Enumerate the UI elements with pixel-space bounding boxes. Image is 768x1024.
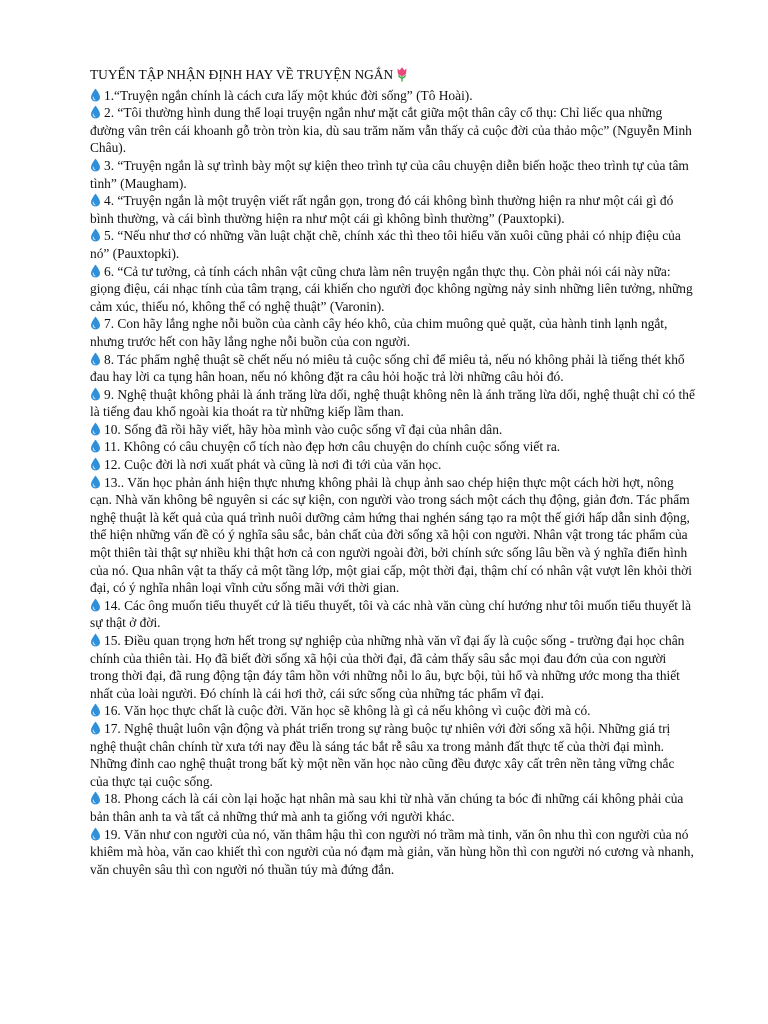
water-drop-icon (90, 475, 101, 489)
water-drop-icon (90, 791, 101, 805)
water-drop-icon (90, 721, 101, 735)
water-drop-icon (90, 387, 101, 401)
quote-text: 1.“Truyện ngắn chính là cách cưa lấy một khúc đời sống” (Tô Hoài). (104, 87, 473, 103)
water-drop-icon (90, 827, 101, 841)
document-title-line (90, 66, 696, 87)
document-body (90, 66, 696, 878)
quote-text: 9. Nghệ thuật không phải là ánh trăng lừa dối, nghệ thuật không nên là ánh trăng lừa dối, nghệ thuật chỉ có thể là tiếng đau khổ ngoài kia thoát ra từ những kiếp lầm than. (90, 386, 695, 420)
quote-item (90, 87, 696, 105)
quote-text: 8. Tác phẩm nghệ thuật sẽ chết nếu nó miêu tả cuộc sống chỉ để miêu tả, nếu nó không phải là tiếng thét khổ đau hay lời ca tụng hân hoan, nếu nó không đặt ra câu hỏi hoặc trả lời những câu hỏi đó. (90, 351, 685, 385)
quote-text: 14. Các ông muốn tiểu thuyết cứ là tiểu thuyết, tôi và các nhà văn cùng chí hướng như tôi muốn tiểu thuyết là sự thật ở đời. (90, 597, 692, 631)
quote-item (90, 826, 696, 879)
quote-item (90, 104, 696, 157)
water-drop-icon (90, 228, 101, 242)
water-drop-icon (90, 703, 101, 717)
quote-item (90, 474, 696, 597)
water-drop-icon (90, 633, 101, 647)
quote-item (90, 632, 696, 702)
quote-text: 13.. Văn học phản ánh hiện thực nhưng không phải là chụp ảnh sao chép hiện thực một cách hời hợt, nông cạn. Nhà văn không bê nguyên si các sự kiện, con người vào trong sách một cách thụ động, giản đơn. Tác phẩm nghệ thuật là kết quả của quá trình nuôi dưỡng cảm hứng thai nghén sáng tạo ra một thế giới hấp dẫn sinh động, thể hiện những vấn đề có ý nghĩa sâu sắc, bản chất của đời sống xã hội con người. Nhân vật trong tác phẩm của một thiên tài thật sự nhiều khi thật hơn cả con người ngoài đời, bởi chính sức sống lâu bền và ý nghĩa điển hình của nó. Qua nhân vật ta thấy cả một tầng lớp, một giai cấp, một thời đại, thậm chí có nhân vật vượt lên khỏi thời đại, có ý nghĩa nhân loại vĩnh cửu sống mãi với thời gian. (90, 474, 692, 596)
quote-item (90, 720, 696, 790)
quote-item (90, 438, 696, 456)
water-drop-icon (90, 264, 101, 278)
document-title: TUYỂN TẬP NHẬN ĐỊNH HAY VỀ TRUYỆN NGẮN (90, 67, 394, 82)
water-drop-icon (90, 457, 101, 471)
quote-item (90, 227, 696, 262)
quote-text: 11. Không có câu chuyện cổ tích nào đẹp hơn câu chuyện do chính cuộc sống viết ra. (104, 439, 561, 455)
quote-text: 5. “Nếu như thơ có những vần luật chặt chẽ, chính xác thì theo tôi hiểu văn xuôi cũng phải có nhịp điệu của nó” (Pauxtopki). (90, 228, 681, 261)
quote-list (90, 87, 696, 879)
quote-text: 17. Nghệ thuật luôn vận động và phát triển trong sự ràng buộc tự nhiên với đời sống xã hội. Những giá trị nghệ thuật chân chính từ xưa tới nay đều là sáng tác bắt rễ sâu xa trong mảnh đất thực tế của thời đại mình. Những đỉnh cao nghệ thuật trong bất kỳ một nền văn học nào cũng đều được xây cất trên nền tảng vững chắc của thực tại cuộc sống. (90, 720, 675, 789)
quote-text: 7. Con hãy lắng nghe nỗi buồn của cành cây héo khô, của chim muông quẻ quặt, của hành tinh lạnh ngắt, nhưng trước hết con hãy lắng nghe nỗi buồn của con người. (90, 316, 668, 349)
quote-item (90, 790, 696, 825)
quote-text: 4. “Truyện ngắn là một truyện viết rất ngắn gọn, trong đó cái không bình thường hiện ra như một cái gì đó bình thường, và cái bình thường hiện ra như một cái gì không bình thường” (Pauxtopki). (90, 193, 674, 226)
quote-item (90, 192, 696, 227)
quote-item (90, 702, 696, 720)
quote-text: 3. “Truyện ngắn là sự trình bày một sự kiện theo trình tự của câu chuyện diễn biến hoặc theo trình tự của tâm tình” (Maugham). (90, 157, 689, 191)
quote-item (90, 263, 696, 316)
quote-item (90, 351, 696, 386)
quote-text: 10. Sống đã rồi hãy viết, hãy hòa mình vào cuộc sống vĩ đại của nhân dân. (104, 421, 503, 437)
quote-text: 16. Văn học thực chất là cuộc đời. Văn học sẽ không là gì cả nếu không vì cuộc đời mà có. (104, 703, 591, 719)
water-drop-icon (90, 158, 101, 172)
tulip-icon (395, 66, 409, 87)
quote-text: 12. Cuộc đời là nơi xuất phát và cũng là nơi đi tới của văn học. (104, 457, 442, 473)
quote-text: 19. Văn như con người của nó, văn thâm hậu thì con người nó trầm mà tinh, văn ôn nhu thì con người của nó khiêm mà hòa, văn cao khiết thì con người của nó đạm mà giản, văn hùng hồn thì con người nó cương và nhanh, văn chuyên sâu thì con người nó thuần túy mà đứng đắn. (90, 826, 694, 877)
quote-text: 18. Phong cách là cái còn lại hoặc hạt nhân mà sau khi từ nhà văn chúng ta bóc đi những cái không phải của bản thân anh ta và tất cả những thứ mà anh ta giống với người khác. (90, 791, 684, 824)
quote-item (90, 456, 696, 474)
water-drop-icon (90, 316, 101, 330)
quote-text: 15. Điều quan trọng hơn hết trong sự nghiệp của những nhà văn vĩ đại ấy là cuộc sống - trường đại học chân chính của thiên tài. Họ đã biết đời sống xã hội của thời đại, đã cảm thấy sâu sắc mọi đau đớn của con người trong thời đại, đã rung động tận đáy tâm hồn với những nỗi lo âu, bực bội, tủi hổ và những ước mong tha thiết nhất của loài người. Đó chính là cái hơi thở, cái sức sống của những tác phẩm vĩ đại. (90, 633, 685, 701)
water-drop-icon (90, 352, 101, 366)
quote-item (90, 315, 696, 350)
water-drop-icon (90, 105, 101, 119)
water-drop-icon (90, 88, 101, 102)
water-drop-icon (90, 598, 101, 612)
water-drop-icon (90, 193, 101, 207)
quote-text: 2. “Tôi thường hình dung thể loại truyện ngắn như mặt cắt giữa một thân cây cổ thụ: Chỉ liếc qua những đường vân trên cái khoanh gỗ tròn tròn kia, dù sau trăm năm vẫn thấy cả cuộc đời của thảo mộc” (Nguyễn Minh Châu). (90, 105, 692, 156)
quote-text: 6. “Cả tư tưởng, cả tính cách nhân vật cũng chưa làm nên truyện ngắn thực thụ. Còn phải nói cái này nữa: giọng điệu, cái nhạc tính của tâm trạng, cái khiến cho người đọc không ngừng nảy sinh những liên tưởng, những cảm xúc, thiếu nó, không thể có nghệ thuật” (Varonin). (90, 263, 693, 314)
quote-item (90, 597, 696, 632)
quote-item (90, 157, 696, 192)
water-drop-icon (90, 422, 101, 436)
quote-item (90, 386, 696, 421)
quote-item (90, 421, 696, 439)
water-drop-icon (90, 439, 101, 453)
